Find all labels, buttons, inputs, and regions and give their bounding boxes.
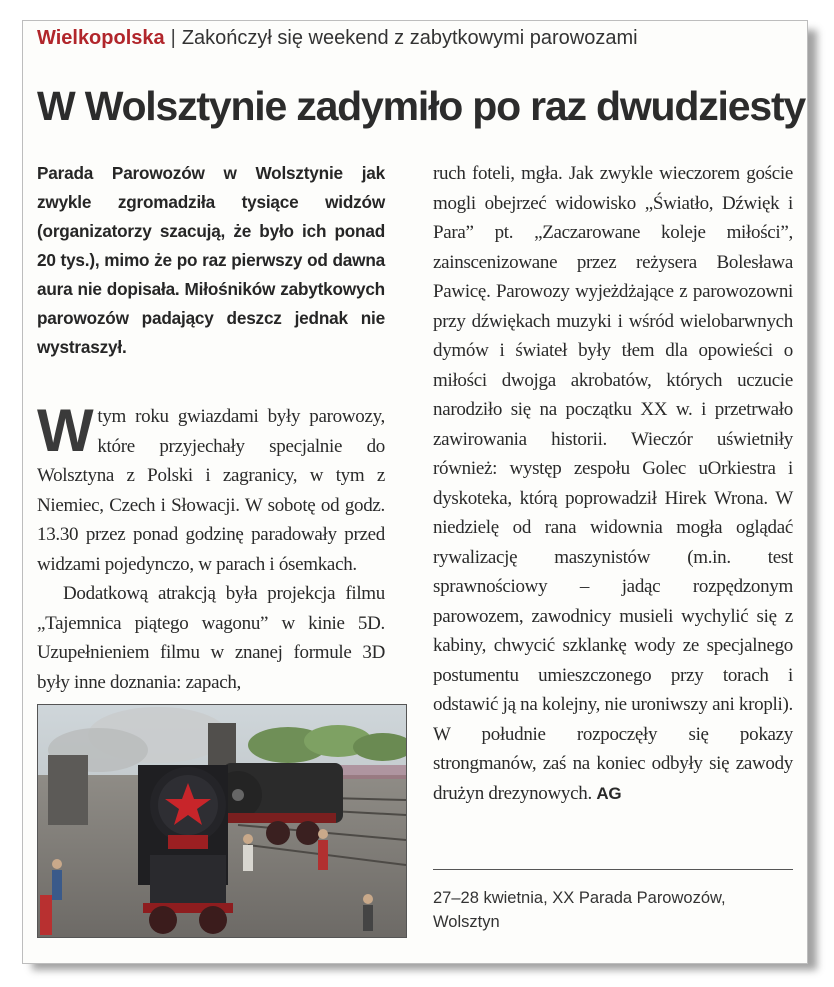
photo-caption: 27–28 kwietnia, XX Parada Parowozów, Wolsztyn [433,889,726,931]
left-column [37,159,385,697]
body-paragraph-2 [37,579,385,697]
caption-rule [433,869,793,870]
section-header [37,27,638,53]
steam-locomotive-photo [37,704,407,938]
body-paragraph-1 [37,397,385,579]
section-separator: | [170,27,176,49]
article-page [22,20,808,964]
body-paragraph-2-start: Dodatkową atrakcją była projekcja filmu „Tajemnica piątego wagonu” w kinie 5D. Uzupełnieniem filmu w znanej formule 3D były inne doznania: zapach, [37,583,385,693]
body-paragraph-1-text: tym roku gwiazdami były parowozy, które przyjechały specjalnie do Wolsztyna z Polski i zagranicy, w tym z Niemiec, Czech i Słowacji. W sobotę od godz. 13.30 przez ponad godzinę paradowały przed widzami pojedynczo, w parach i ósemkach. [37,406,385,575]
article-lead: Parada Parowozów w Wolsztynie jak zwykle zgromadziła tysiące widzów (organizatorzy szacują, że było ich ponad 20 tys.), mimo że po raz pierwszy od dawna aura nie dopisała. Miłośników zabytkowych parowozów padający deszcz jednak nie wystraszył. [37,163,385,357]
drop-cap: W [37,397,94,464]
body-paragraph-2-end: ruch foteli, mgła. Jak zwykle wieczorem goście mogli obejrzeć widowisko „Światło, Dźwięk i Para” pt. „Zaczarowane koleje miłości”, zainscenizowane przez reżysera Bolesława Pawicę. Parowozy wyjeżdżające z parowozowni przy dźwiękach muzyki i wśród wielobarwnych dymów i świateł były tłem dla opowieści o miłości dwojga akrobatów, których uczucie narodziło się na początku XX w. i przetrwało zawirowania historii. Wieczór uświetniły również: występ zespołu Golec uOrkiestra i dyskoteka, którą poprowadził Hirek Wrona. W niedzielę od rana widownia mogła oglądać rywalizację maszynistów (m.in. test sprawnościowy – jadąc rozpędzonym parowozem, zawodnicy musieli wychylić się z kabiny, chwycić szklankę wody ze specjalnego postumentu umieszczonego przy torach i odstawić ją na kolejny, nie uroniwszy ani kropli). W południe rozpoczęły się pokazy strongmanów, zaś na koniec odbyły się zawody drużyn drezynowych. [433,163,793,804]
author-signature: AG [596,783,622,803]
region-label: Wielkopolska [37,27,165,49]
article-headline: W Wolsztynie zadymiło po raz dwudziesty [37,83,805,129]
right-column [433,159,793,808]
section-kicker: Zakończył się weekend z zabytkowymi parowozami [181,27,638,49]
body-paragraph-2-continued [433,159,793,808]
